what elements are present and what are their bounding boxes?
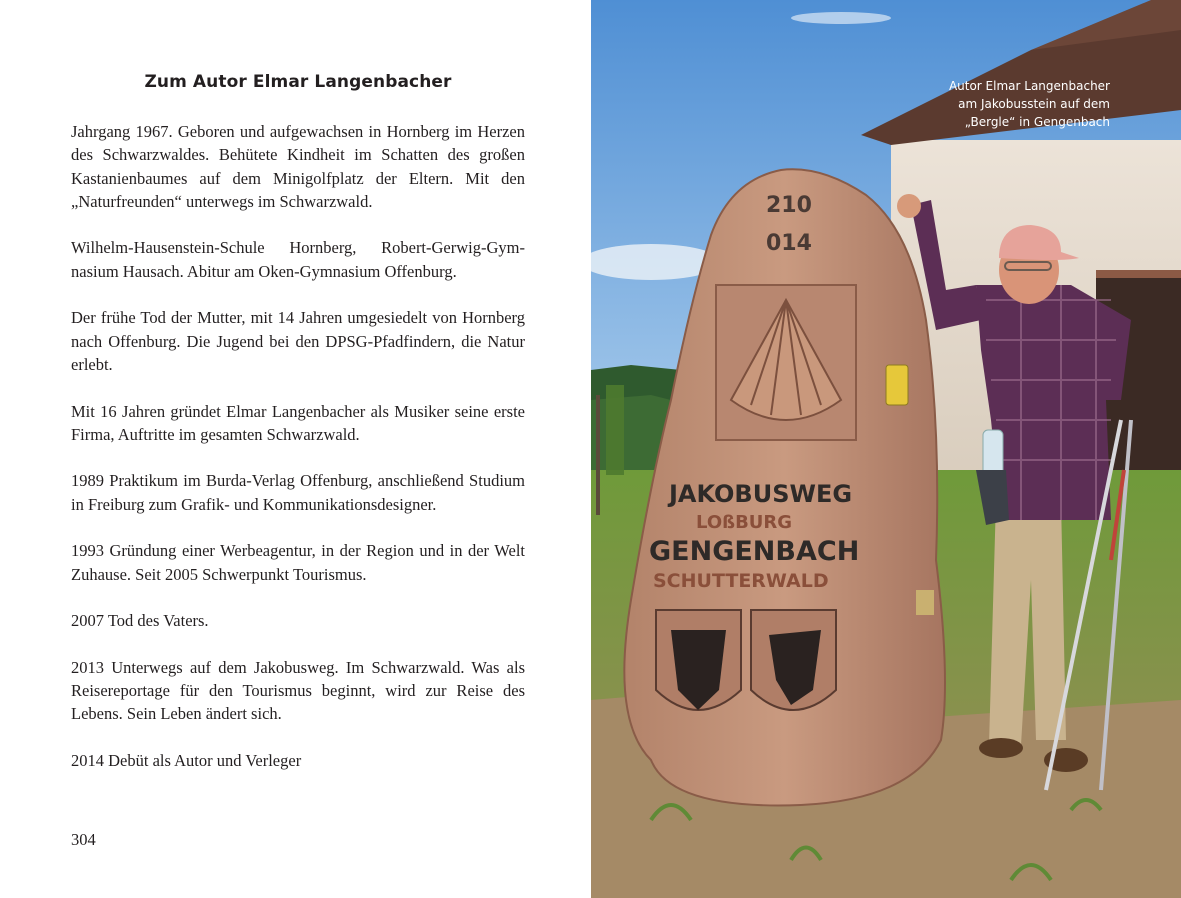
door-frame (1096, 270, 1181, 278)
vine (606, 385, 624, 475)
bio-paragraph: 2013 Unterwegs auf dem Jakobusweg. Im Schwarzwald. Was als Reisereportage für den Tourismus beginnt, wird zur Reise des Lebens. Sein Leben ändert sich. (71, 657, 525, 724)
stone-text-jakobusweg: JAKOBUSWEG (669, 480, 853, 508)
bio-paragraph: 1993 Gründung einer Werbeagentur, in der Region und in der Welt Zuhause. Seit 2005 Schwerpunkt Tourismus. (71, 541, 525, 584)
boot-left (979, 738, 1023, 758)
right-page (591, 0, 1181, 898)
bio-paragraph: 2007 Tod des Vaters. (71, 611, 209, 631)
stone-text-schutterwald: SCHUTTERWALD (653, 570, 829, 592)
bio-paragraph: Mit 16 Jahren gründet Elmar Langenbacher als Musiker seine erste Firma, Auftritte im gesamten Schwarzwald. (71, 401, 525, 444)
biography-text (71, 120, 525, 796)
bio-paragraph: Der frühe Tod der Mutter, mit 14 Jahren umgesiedelt von Hornberg nach Offenburg. Die Jugend bei den DPSG-Pfadfindern, die Natur erlebt. (71, 308, 525, 374)
plaque (916, 590, 934, 615)
page-number: 304 (71, 830, 96, 849)
author-photo (591, 0, 1181, 898)
vine-post (596, 395, 600, 515)
caption-line: „Bergle“ in Gengenbach (964, 115, 1110, 129)
jakobus-sign (886, 365, 908, 405)
bio-paragraph: 1989 Praktikum im Burda-Verlag Offenburg, anschließend Studium in Freiburg zum Grafik- und Kommunikationsdesigner. (71, 471, 525, 514)
photo-caption (949, 77, 1110, 131)
bio-paragraph: Wilhelm-Hausenstein-Schule Hornberg, Robert-Gerwig-Gymnasium Hausach. Abitur am Oken-Gymnasium Offenburg. (71, 238, 525, 281)
bio-paragraph: 2014 Debüt als Autor und Verleger (71, 751, 302, 771)
stone-text-lossburg: LOßBURG (696, 512, 793, 533)
stone-year-top: 210 (766, 193, 812, 218)
page-title: Zum Autor Elmar Langenbacher (144, 72, 452, 92)
stone-text-gengenbach: GENGENBACH (649, 536, 860, 567)
caption-line: Autor Elmar Langenbacher (948, 79, 1110, 93)
stone-year-bottom: 014 (766, 231, 812, 256)
person-fist (897, 194, 921, 218)
water-bottle (983, 430, 1003, 475)
caption-line: am Jakobusstein auf dem (958, 97, 1110, 111)
cloud (791, 12, 891, 24)
bio-paragraph: Jahrgang 1967. Geboren und aufgewachsen in Hornberg im Herzen des Schwarzwaldes. Behütete Kindheit im Schatten des großen Kastanienbaumes auf dem Minigolfplatz der Eltern. Mit den „Naturfreunden“ unterwegs im Schwarzwald. (71, 122, 525, 211)
